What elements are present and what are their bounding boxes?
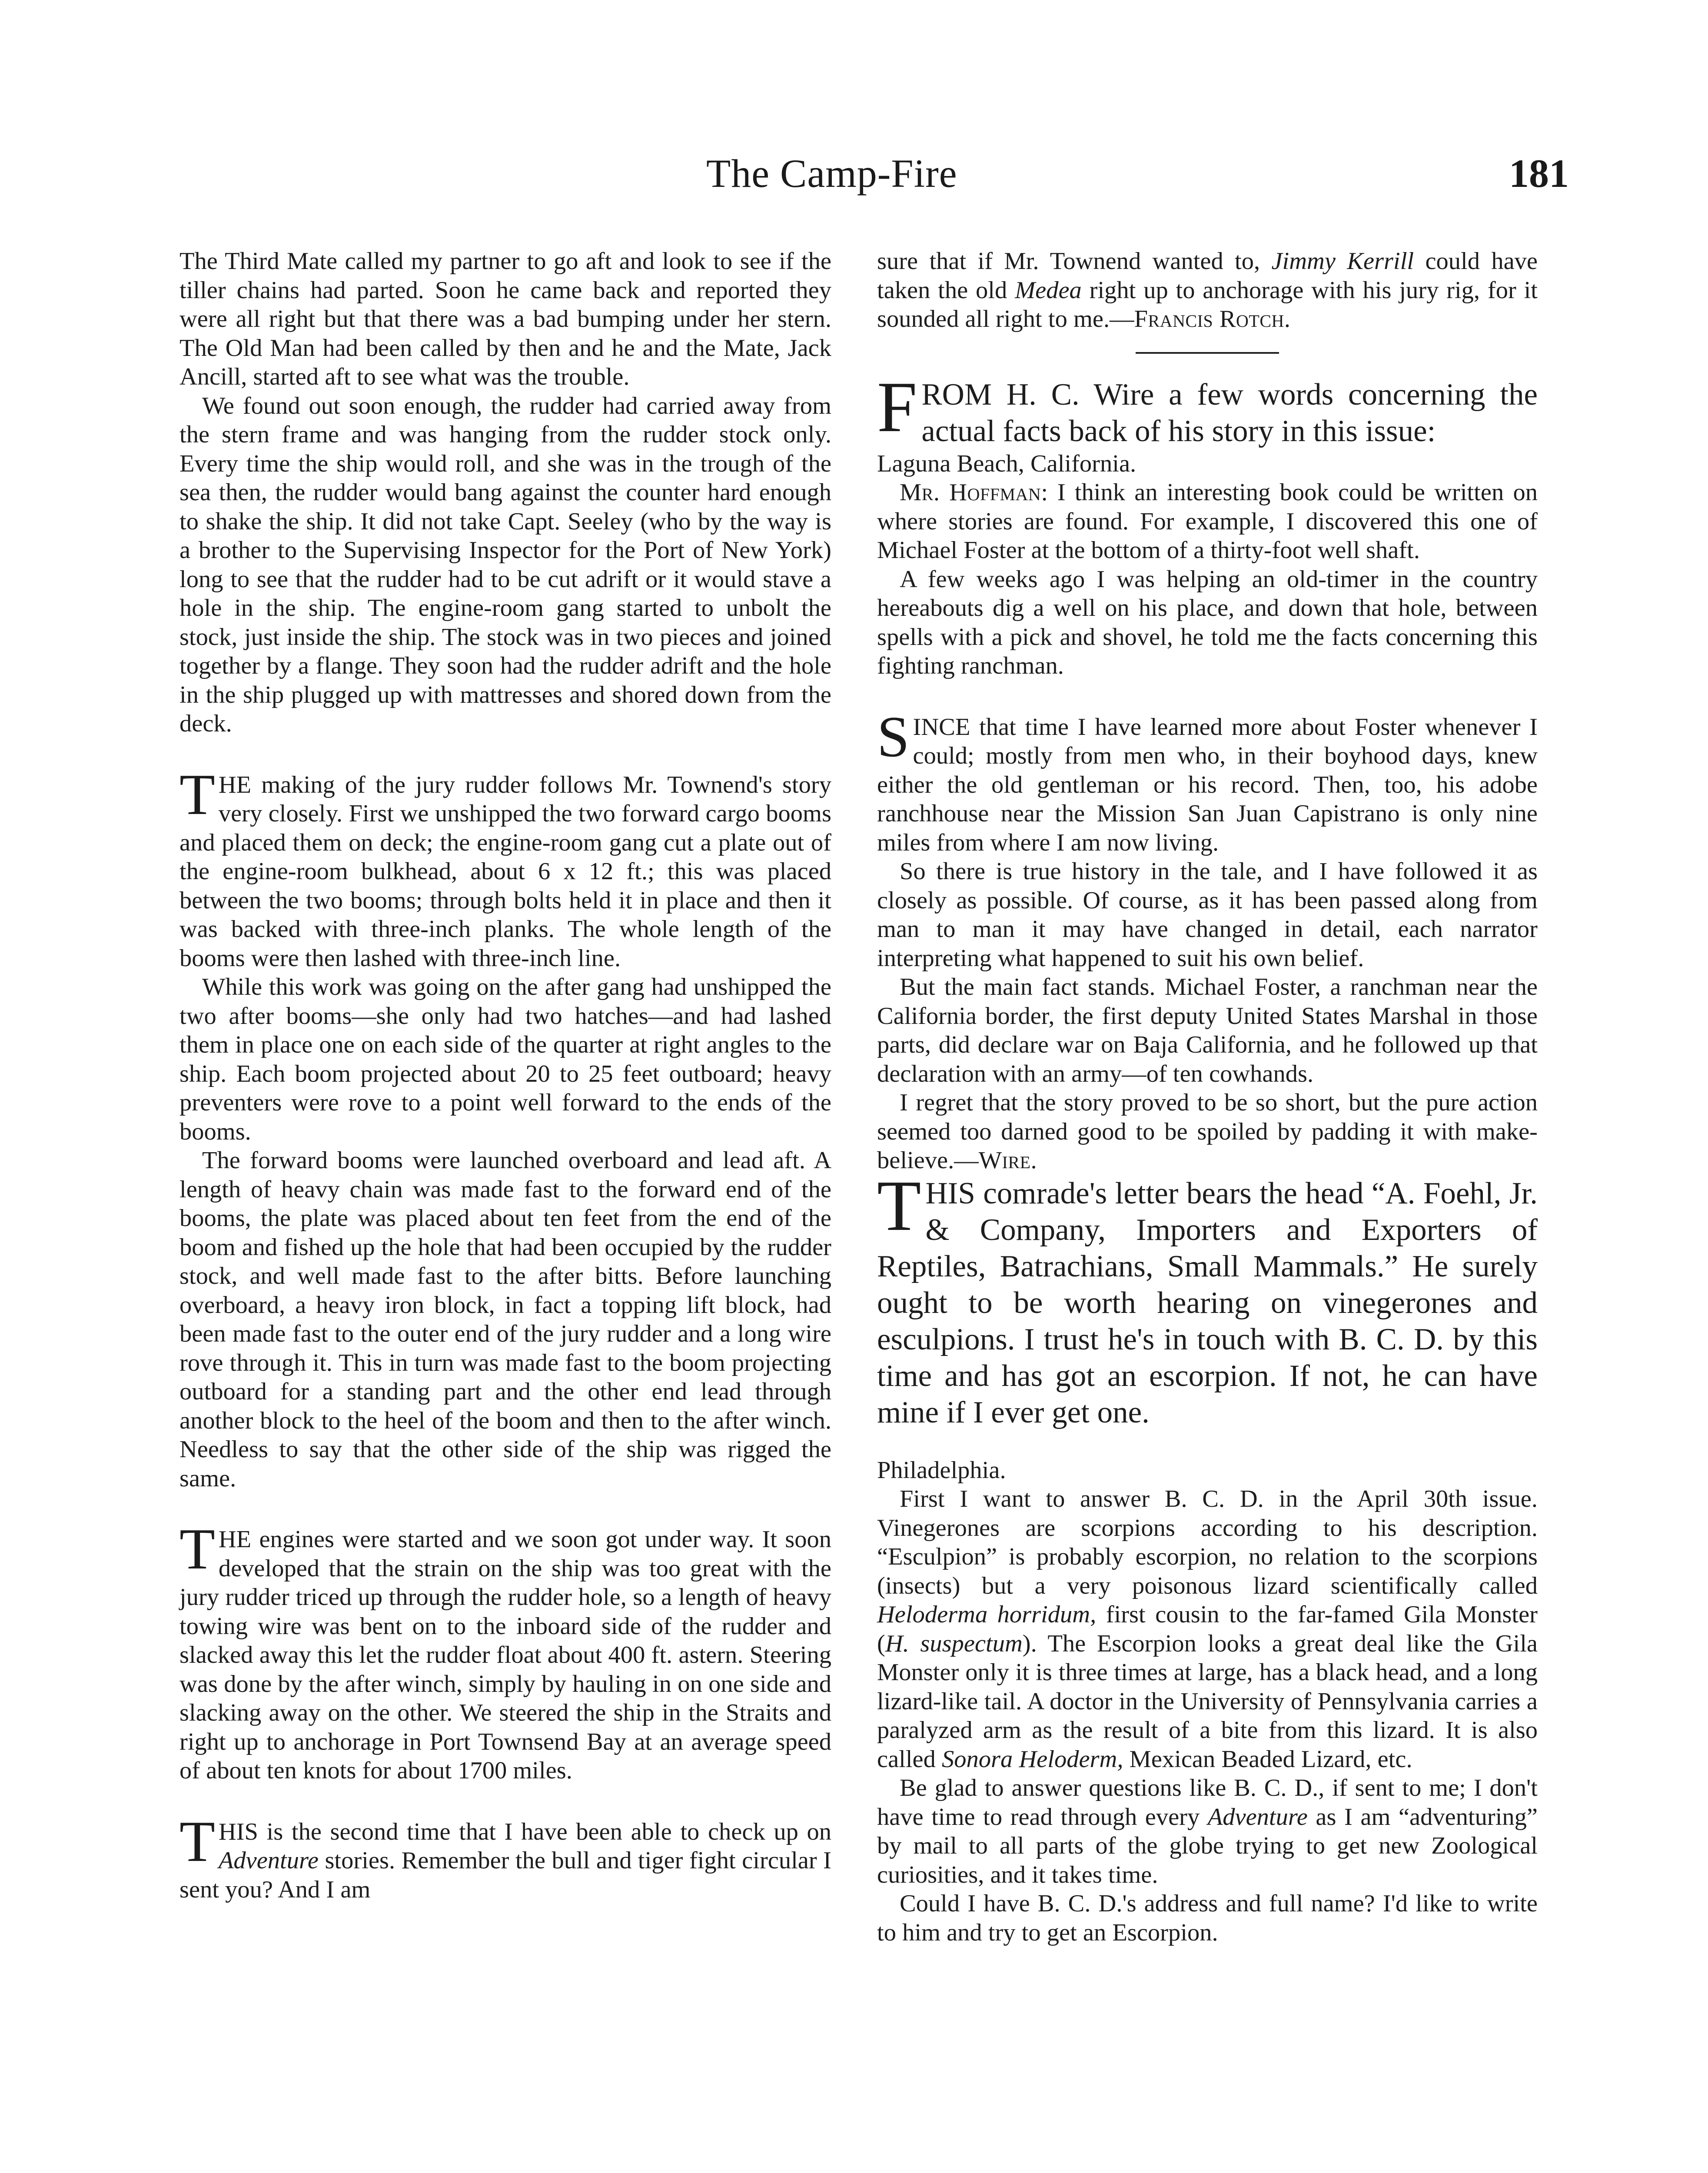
paragraph: So there is true history in the tale, and I have followed it as closely as possible. Of course, as it has been passed along from man to man it may have changed in detail, each narrator interpreting what happened to suit his own belief. (877, 858, 1538, 972)
paragraph (877, 1485, 1538, 1774)
paragraph (877, 247, 1538, 334)
paragraph-text: Mexican Beaded Lizard, etc. (1123, 1745, 1412, 1773)
paragraph (877, 1774, 1538, 1889)
paragraph-text: first cousin to the far-famed Gila Monster ( (877, 1601, 1538, 1657)
dateline: Philadelphia. (877, 1456, 1006, 1484)
paragraph-text: sure that if Mr. Townend wanted to, (877, 248, 1272, 275)
signature: Francis Rotch. (1134, 306, 1291, 332)
paragraph (877, 478, 1538, 565)
paragraph-text: HIS comrade's letter bears the head “A. Foehl, Jr. & Company, Importers and Exporters of Reptiles, Batrachians, Small Mammals.” He surely ought to be worth hearing on vinegerones and esculpions. I trust he's in touch with B. C. D. by this time and has got an escorpion. If not, he can have mine if I ever get one. (877, 1176, 1538, 1429)
italic-text: Adventure (218, 1847, 319, 1874)
dateline: Laguna Beach, California. (877, 450, 1136, 477)
section-paragraph (179, 1809, 831, 1904)
paragraph-text: HIS is the second time that I have been able to check up on (218, 1818, 831, 1845)
paragraph-text: right up to anchorage with his jury rig, for it sounded all right to me.— (877, 276, 1538, 332)
paragraph-text: could have taken the old (877, 248, 1538, 304)
paragraph: We found out soon enough, the rudder had carried away from the stern frame and was hanging from the rudder stock only. Every time the ship would roll, and she was in the trough of the sea then, the rudder would bang against the counter hard enough to shake the ship. It did not take Capt. Seeley (who by the way is a brother to the Supervising Inspector for the Port of New York) long to see that the rudder had to be cut adrift or it would stave a hole in the ship. The engine-room gang started to unbolt the stock, just inside the ship. The stock was in two pieces and joined together by a flange. They soon had the rudder adrift and the hole in the ship plugged up with mattresses and shored down from the deck. (179, 392, 831, 737)
paragraph: But the main fact stands. Michael Foster, a ranchman near the California border, the first deputy United States Marshal in those parts, did declare war on Baja California, and he followed up that declaration with an army—of ten cowhands. (877, 974, 1538, 1087)
paragraph-text: as I am “adventuring” by mail to all parts of the globe trying to get new Zoological curiosities, and it takes time. (877, 1803, 1538, 1888)
italic-text: Jimmy Kerrill (1271, 248, 1414, 275)
paragraph-text: I think an interesting book could be written on where stories are found. For example, I discovered this one of Michael Foster at the bottom of a thirty-foot well shaft. (877, 479, 1538, 564)
section-divider (1136, 352, 1279, 354)
left-column (179, 247, 831, 1904)
paragraph-text: First I want to answer B. C. D. in the April 30th issue. Vinegerones are scorpions according to his description. “Esculpion” is probably escorpion, no relation to the scorpions (insects) but a very poisonous lizard scientifically called (877, 1485, 1538, 1599)
paragraph: While this work was going on the after gang had unshipped the two after booms—she only had two hatches—and had lashed them in place one on each side of the quarter at right angles to the ship. Each boom projected about 20 to 25 feet outboard; heavy preventers were rove to a point well forward to the ends of the booms. (179, 974, 831, 1145)
section-paragraph (877, 704, 1538, 857)
paragraph (877, 1088, 1538, 1175)
drop-cap: T (877, 1165, 921, 1246)
paragraph-text: HE engines were started and we soon got under way. It soon developed that the strain on the ship was too great with the jury rudder triced up through the rudder hole, so a length of heavy towing wire was bent on to the inboard side of the rudder and slacked away this let the rudder float about 400 ft. astern. Steering was done by the after winch, simply by hauling in on one side and slacking away on the other. We steered the ship in the Straits and right up to anchorage in Port Townsend Bay at an average speed of about ten knots for about 1700 miles. (179, 1526, 831, 1784)
running-title: The Camp-Fire (706, 151, 957, 196)
drop-cap: T (179, 762, 215, 827)
lead-paragraph (877, 366, 1538, 449)
italic-text: H. suspectum (885, 1630, 1023, 1657)
right-column (877, 247, 1538, 1947)
italic-text: Sonora Heloderm, (942, 1745, 1123, 1773)
paragraph-text: I regret that the story proved to be so short, but the pure action seemed too darned good to be spoiled by padding it with make-believe.— (877, 1089, 1538, 1174)
signature: Wire. (978, 1147, 1037, 1174)
drop-cap: F (877, 366, 917, 447)
drop-cap: S (877, 704, 910, 769)
drop-cap: T (179, 1517, 215, 1581)
section-paragraph (179, 1517, 831, 1785)
italic-text: Medea (1015, 276, 1082, 304)
lead-paragraph (877, 1165, 1538, 1431)
salutation: Mr. Hoffman: (900, 479, 1048, 506)
paragraph-text: INCE that time I have learned more about Foster whenever I could; mostly from men who, in their boyhood days, knew either the old gentleman or his record. Then, too, his adobe ranchhouse near the Mission San Juan Capistrano is only nine miles from where I am now living. (877, 713, 1538, 856)
paragraph-text: HE making of the jury rudder follows Mr. Townend's story very closely. First we unshipped the two forward cargo booms and placed them on deck; the engine-room gang cut a plate out of the engine-room bulkhead, about 6 x 12 ft.; this was placed between the two booms; through bolts held it in place and then it was backed with three-inch planks. The whole length of the booms were then lashed with three-inch line. (179, 771, 831, 972)
paragraph-text: ). The Escorpion looks a great deal like the Gila Monster only it is three times at large, has a black head, and a long lizard-like tail. A doctor in the University of Pennsylvania carries a paralyzed arm as the result of a bite from this lizard. It is also called (877, 1630, 1538, 1773)
paragraph: Could I have B. C. D.'s address and full name? I'd like to write to him and try to get an Escorpion. (877, 1890, 1538, 1946)
paragraph: A few weeks ago I was helping an old-timer in the country hereabouts dig a well on his place, and down that hole, between spells with a pick and shovel, he told me the facts concerning this fighting ranchman. (877, 565, 1538, 679)
drop-cap: T (179, 1809, 215, 1874)
paragraph-text: ROM H. C. Wire a few words concerning the actual facts back of his story in this issue: (921, 377, 1538, 448)
paragraph-text: stories. Remember the bull and tiger fight circular I sent you? And I am (179, 1847, 831, 1903)
italic-text: Adventure (1207, 1803, 1308, 1831)
paragraph-text: Be glad to answer questions like B. C. D., if sent to me; I don't have time to read through every (877, 1774, 1538, 1831)
paragraph: The forward booms were launched overboard and lead aft. A length of heavy chain was made fast to the forward end of the booms, the plate was placed about ten feet from the end of the boom and fished up the hole that had been occupied by the rudder stock, and well made fast to the after bitts. Before launching overboard, a heavy iron block, in fact a topping lift block, had been made fast to the outer end of the jury rudder and a long wire rove through it. This in turn was made fast to the boom projecting outboard for a standing part and the other end lead through another block to the heel of the boom and then to the after winch. Needless to say that the other side of the ship was rigged the same. (179, 1147, 831, 1492)
page-number: 181 (1509, 151, 1569, 196)
paragraph: The Third Mate called my partner to go aft and look to see if the tiller chains had parted. Soon he came back and reported they were all right but that there was a bad bumping under her stern. The Old Man had been called by then and he and the Mate, Jack Ancill, started aft to see what was the trouble. (179, 248, 831, 390)
italic-text: Heloderma horridum, (877, 1601, 1097, 1628)
section-paragraph (179, 762, 831, 973)
